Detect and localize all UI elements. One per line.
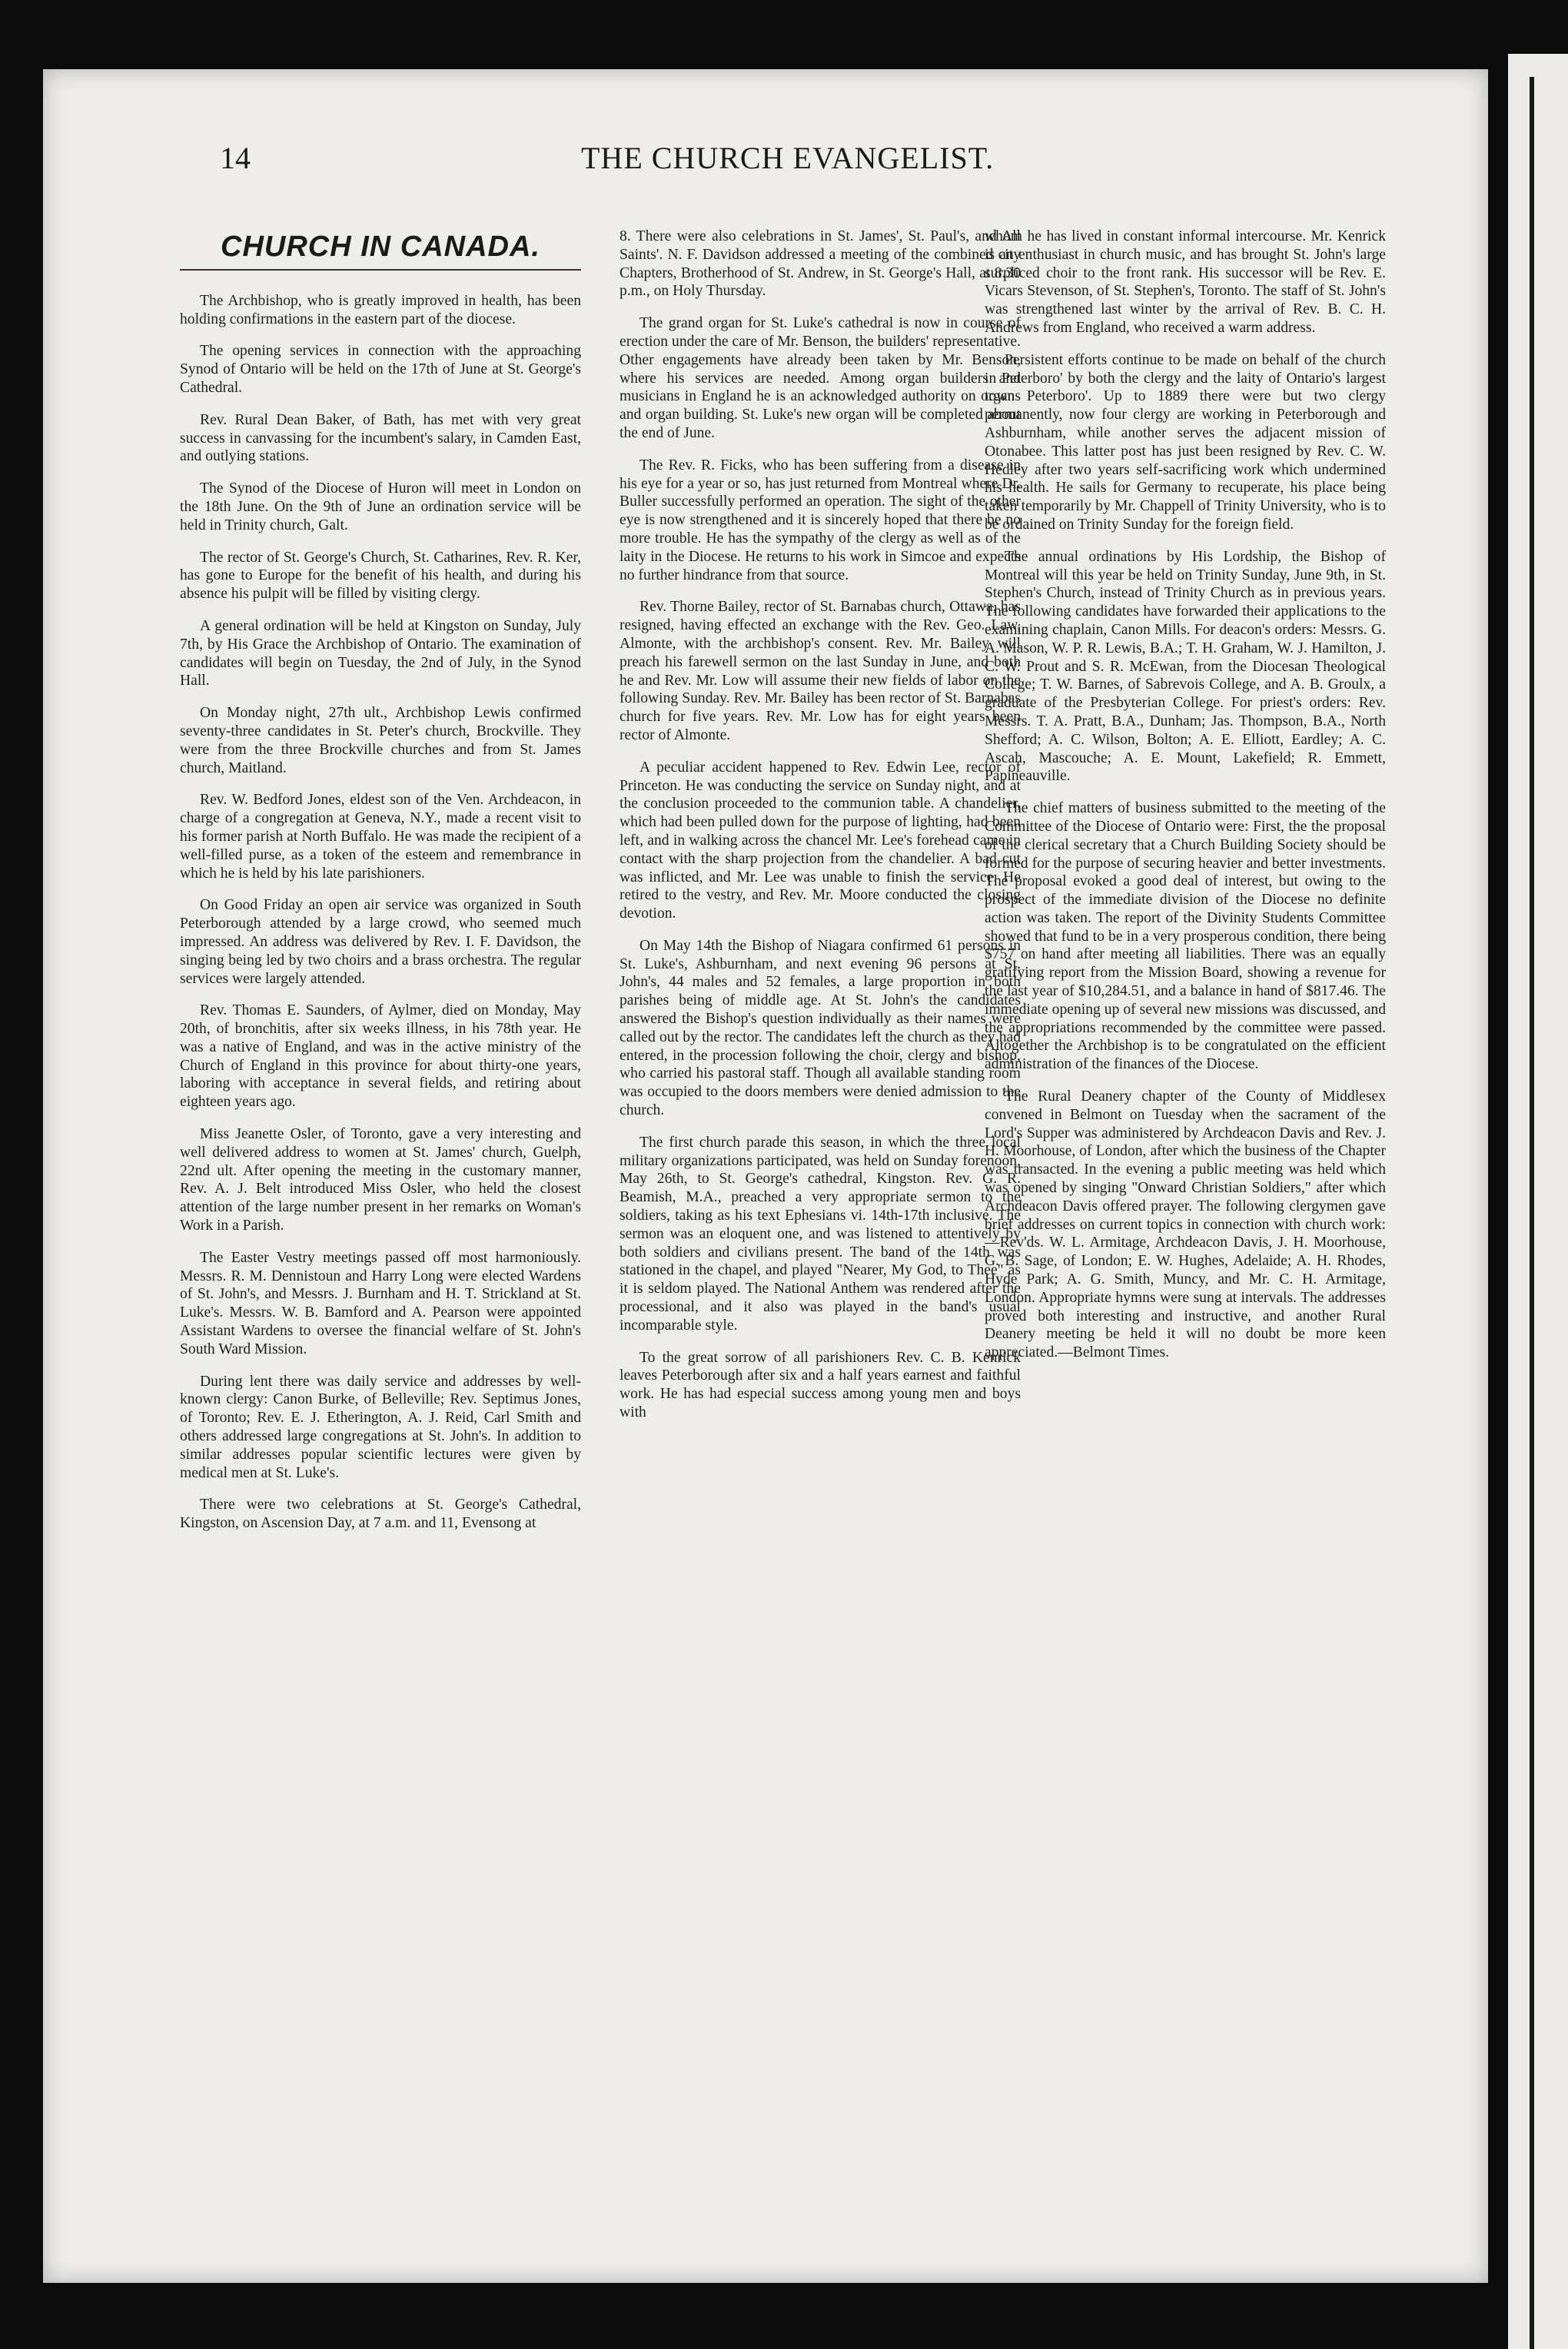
article-paragraph: The Rev. R. Ficks, who has been suffering from a disease in his eye for a year or so, has just returned from Montreal where Dr. Buller successfully performed an operation. The sight of the other eye is now strengthened and it is sincerely hoped that there be no more trouble. He has the sympathy of the clergy as well as of the laity in the Diocese. He returns to his work in Simcoe and expects no further hindrance from that source. xyxy=(620,457,1021,583)
article-paragraph: There were two celebrations at St. George's Cathedral, Kingston, on Ascension Day, at 7 a.m. and 11, Evensong at xyxy=(180,1497,581,1532)
article-paragraph: The chief matters of business submitted to the meeting of the Committee of the Diocese of Ontario were: First, the the proposal of the clerical secretary that a Church Building Society should be formed for the purpose of securing heavier and better investments. The proposal evoked a good deal of interest, but owing to the prospect of the immediate division of the Diocese no definite action was taken. The report of the Divinity Students Committee showed that fund to be in a very prosperous condition, there being $757 on hand after meeting all liabilities. There was an equally gratifying report from the Mission Board, showing a revenue for the last year of $10,284.51, and a balance in hand of $817.46. The immediate opening up of several new missions was discussed, and the appropriations recommended by the committee were passed. Altogether the Archbishop is to be congratulated on the efficient administration of the finances of the Diocese. xyxy=(985,800,1386,1073)
article-paragraph: To the great sorrow of all parishioners Rev. C. B. Kenrick leaves Peterborough after six and a half years earnest and faithful work. He has had especial success among young men and boys with xyxy=(620,1349,1021,1421)
page-number: 14 xyxy=(220,141,251,175)
page-gutter-line xyxy=(1530,77,1534,2349)
article-paragraph: On May 14th the Bishop of Niagara confirmed 61 persons in St. Luke's, Ashburnham, and next evening 96 persons at St. John's, 44 males and 52 females, a large proportion in both parishes being of middle age. At St. John's the candidates answered the Bishop's question individually as their names were called out by the rector. The candidates left the church as they had entered, in the procession following the choir, clergy and bishop, who carried his pastoral staff. Though all available standing room was occupied to the doors members were denied admission to the church. xyxy=(620,937,1021,1119)
article-paragraph: Persistent efforts continue to be made on behalf of the church in Peterboro' by both the clergy and the laity of Ontario's largest town Peterboro'. Up to 1889 there were but two clergy permanently, now four clergy are working in Peterborough and Ashburnham, while another serves the adjacent mission of Otonabee. This latter post has just been resigned by Rev. C. W. Hedley after two years self-sacrificing work which undermined his health. He sails for Germany to recuperate, his place being taken temporarily by Mr. Chappell of Trinity University, who is to be ordained on Trinity Sunday for the foreign field. xyxy=(985,351,1386,533)
article-paragraph: The grand organ for St. Luke's cathedral is now in course of erection under the care of Mr. Benson, the builders' representative. Other engagements have already been taken by Mr. Benson, where his services are needed. Among organ builders and musicians in England he is an acknowledged authority on organs and organ building. St. Luke's new organ will be completed about the end of June. xyxy=(620,315,1021,441)
running-title: THE CHURCH EVANGELIST. xyxy=(581,141,995,175)
article-paragraph: The Rural Deanery chapter of the County of Middlesex convened in Belmont on Tuesday when the sacrament of the Lord's Supper was administered by Archdeacon Davis and Rev. J. H. Moorhouse, of London, after which the business of the Chapter was transacted. In the evening a public meeting was held which was opened by singing "Onward Christian Soldiers," after which Archdeacon Davis offered prayer. The following clergymen gave brief addresses on current topics in connection with church work:—Rev'ds. W. L. Armitage, Archdeacon Davis, J. H. Moorhouse, G. B. Sage, of London; E. W. Hughes, Adelaide; A. H. Rhodes, Hyde Park; A. G. Smith, Muncy, and Mr. C. H. Armitage, London. Appropriate hymns were sung at intervals. The addresses proved both interesting and instructive, and another Rural Deanery meeting be held it will no doubt be more keen appreciated.—Belmont Times. xyxy=(985,1088,1386,1361)
article-paragraph: During lent there was daily service and addresses by well-known clergy: Canon Burke, of Belleville; Rev. Septimus Jones, of Toronto; Rev. E. J. Etherington, A. J. Reid, Carl Smith and others addressed large congregations at St. John's. In addition to similar addresses popular scientific lectures were given by medical men at St. Luke's. xyxy=(180,1373,581,1481)
article-paragraph: Rev. Rural Dean Baker, of Bath, has met with very great success in canvassing for the incumbent's salary, in Camden East, and outlying stations. xyxy=(180,411,581,465)
article-paragraph: Miss Jeanette Osler, of Toronto, gave a very interesting and well delivered address to women at St. James' church, Guelph, 22nd ult. After opening the meeting in the customary manner, Rev. A. J. Belt introduced Miss Osler, who held the closest attention of the large number present in her remarks on Woman's Work in a Parish. xyxy=(180,1126,581,1234)
article-paragraph: Rev. W. Bedford Jones, eldest son of the Ven. Archdeacon, in charge of a congregation at Geneva, N.Y., made a recent visit to his former parish at North Buffalo. He was made the recipient of a well-filled purse, as a token of the esteem and remembrance in which he is held by his late parishioners. xyxy=(180,792,581,882)
column-2 xyxy=(620,228,1021,1436)
article-paragraph: The Synod of the Diocese of Huron will meet in London on the 18th June. On the 9th of June an ordination service will be held in Trinity church, Galt. xyxy=(180,480,581,533)
column-3 xyxy=(985,228,1386,1376)
article-paragraph: The Easter Vestry meetings passed off most harmoniously. Messrs. R. M. Dennistoun and Harry Long were elected Wardens of St. John's, and Messrs. J. Burnham and H. T. Strickland at St. Luke's. Messrs. W. B. Bamford and A. Pearson were appointed Assistant Wardens to oversee the financial welfare of St. John's South Ward Mission. xyxy=(180,1249,581,1357)
article-paragraph: On Good Friday an open air service was organized in South Peterborough attended by a large crowd, who seemed much impressed. An address was delivered by Rev. I. F. Davidson, the singing being led by two choirs and a brass orchestra. The regular services were largely attended. xyxy=(180,897,581,987)
column-1 xyxy=(180,231,581,1547)
article-paragraph: The annual ordinations by His Lordship, the Bishop of Montreal will this year be held on Trinity Sunday, June 9th, in St. Stephen's Church, instead of Trinity Church as in previous years. The following candidates have forwarded their applications to the examining chaplain, Canon Mills. For deacon's orders: Messrs. G. A. Mason, W. P. R. Lewis, B.A.; T. H. Graham, W. J. Hamilton, J. C. W. Prout and S. R. McEwan, from the Diocesan Theological College; T. W. Barnes, of Sabrevois College, and A. B. Groulx, a graduate of the Presbyterian College. For priest's orders: Rev. Messrs. T. A. Pratt, B.A., Dunham; Jas. Thompson, B.A., North Shefford; A. C. Wilson, Bolton; A. E. Elliott, Eardley; A. C. Ascah, Mascouche; A. E. Mount, Lakefield; R. Emmett, Papineauville. xyxy=(985,548,1386,785)
article-paragraph: The rector of St. George's Church, St. Catharines, Rev. R. Ker, has gone to Europe for the benefit of his health, and during his absence his pulpit will be filled by visiting clergy. xyxy=(180,549,581,603)
article-paragraph: The opening services in connection with the approaching Synod of Ontario will be held on the 17th of June at St. George's Cathedral. xyxy=(180,343,581,396)
adjacent-page-edge xyxy=(1508,54,1568,2349)
column-1-body xyxy=(180,292,581,1533)
article-paragraph: On Monday night, 27th ult., Archbishop Lewis confirmed seventy-three candidates in St. Peter's church, Brockville. They were from the three Brockville churches and from St. James church, Maitland. xyxy=(180,705,581,776)
article-paragraph: 8. There were also celebrations in St. James', St. Paul's, and All Saints'. N. F. Davidson addressed a meeting of the combined city Chapters, Brotherhood of St. Andrew, in St. George's Hall, at 8.30 p.m., on Holy Thursday. xyxy=(620,228,1021,300)
column-3-body xyxy=(985,228,1386,1362)
title-rule xyxy=(180,269,581,271)
article-paragraph: A peculiar accident happened to Rev. Edwin Lee, rector of Princeton. He was conducting the service on Sunday night, and at the conclusion proceeded to the communion table. A chandelier, which had been pulled down for the purpose of lighting, had been left, and in walking across the chancel Mr. Lee's forehead came in contact with the sharp projection from the chandelier. A bad cut was inflicted, and Mr. Lee was unable to finish the service. He retired to the vestry, and Rev. Mr. Moore conducted the closing devotion. xyxy=(620,759,1021,922)
newspaper-page xyxy=(43,69,1488,2283)
column-2-body xyxy=(620,228,1021,1422)
article-paragraph: Rev. Thomas E. Saunders, of Aylmer, died on Monday, May 20th, of bronchitis, after six weeks illness, in his 78th year. He was a native of England, and was in the active ministry of the Church of England in this province for about thirty-one years, laboring with acceptance in several fields, and retiring about eighteen years ago. xyxy=(180,1002,581,1111)
article-paragraph: A general ordination will be held at Kingston on Sunday, July 7th, by His Grace the Archbishop of Ontario. The examination of candidates will begin on Tuesday, the 2nd of July, in the Synod Hall. xyxy=(180,617,581,689)
article-paragraph: The first church parade this season, in which the three local military organizations participated, was held on Sunday forenoon, May 26th, to St. George's cathedral, Kingston. Rev. G. R. Beamish, M.A., preached a very appropriate sermon to the soldiers, taking as his text Ephesians vi. 14th-17th inclusive. The sermon was an eloquent one, and was listened to attentively by both soldiers and civilians present. The band of the 14th was stationed in the chapel, and played "Nearer, My God, to Thee" as it is seldom played. The National Anthem was rendered after the processional, and it also was played in the band's usual incomparable style. xyxy=(620,1134,1021,1334)
article-paragraph: Rev. Thorne Bailey, rector of St. Barnabas church, Ottawa, has resigned, having effected an exchange with the Rev. Geo. Law, Almonte, with the archbishop's consent. Rev. Mr. Bailey will preach his farewell sermon on the last Sunday in June, and both he and Rev. Mr. Low will assume their new fields of labor on the following Sunday. Rev. Mr. Bailey has been rector of St. Barnabas church for five years. Rev. Mr. Low has for eight years been rector of Almonte. xyxy=(620,599,1021,743)
article-paragraph: The Archbishop, who is greatly improved in health, has been holding confirmations in the eastern part of the diocese. xyxy=(180,292,581,327)
article-paragraph: whom he has lived in constant informal intercourse. Mr. Kenrick is an enthusiast in church music, and has brought St. John's large surpliced choir to the front rank. His successor will be Rev. E. Vicars Stevenson, of St. Stephen's, Toronto. The staff of St. John's was strengthened last winter by the arrival of Rev. B. C. H. Andrews from England, who received a warm address. xyxy=(985,228,1386,336)
section-title: CHURCH IN CANADA. xyxy=(221,231,540,263)
